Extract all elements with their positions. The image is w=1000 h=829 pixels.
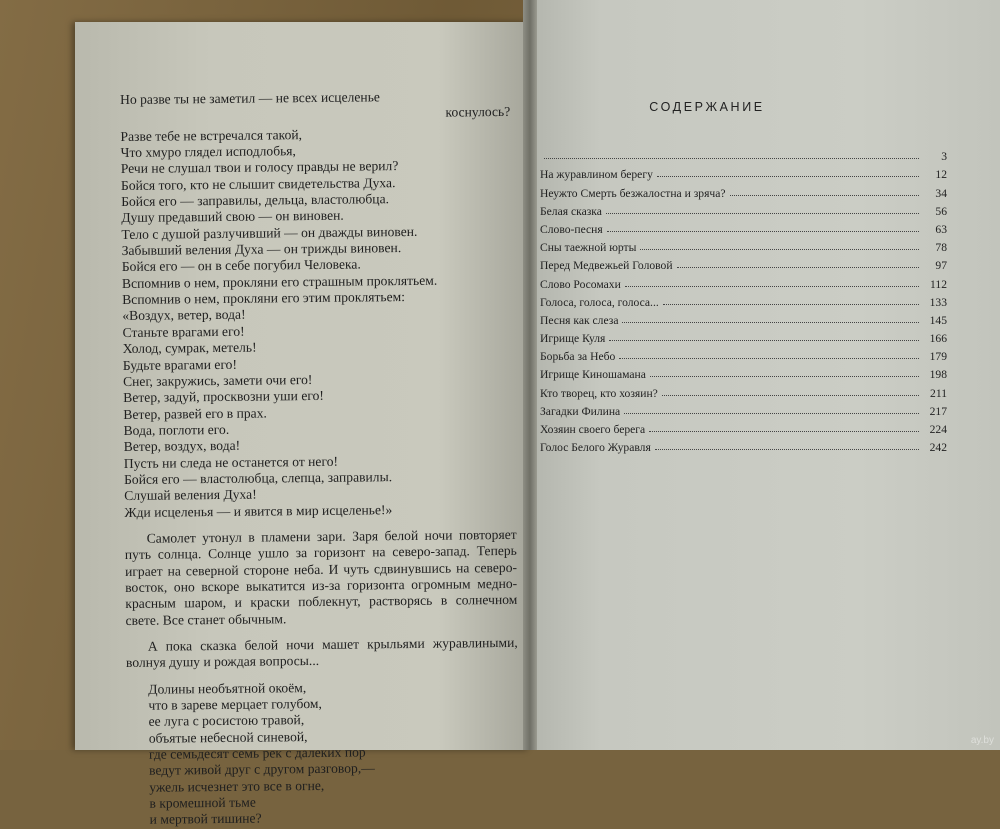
toc-entry-title: Перед Медвежьей Головой: [540, 259, 673, 273]
toc-entry: [540, 363, 947, 381]
toc-leader-dots: [655, 448, 919, 450]
verse-line: Тело с душой разлучивший — он дважды виновен.: [121, 223, 418, 242]
toc-entry-page: 198: [929, 368, 947, 382]
toc-entry-page: 211: [930, 386, 947, 400]
verse-line: Но разве ты не заметил — не всех исцеленье: [120, 89, 380, 107]
verse-line: Ветер, развей его в прах.: [123, 405, 267, 422]
toc-entry-title: Неужто Смерть безжалостна и зряча?: [540, 186, 726, 200]
toc-leader-dots: [622, 321, 919, 323]
toc-leader-dots: [663, 303, 919, 305]
toc-leader-dots: [624, 412, 919, 414]
toc-entry: [540, 236, 947, 254]
toc-entry-title: Слово Росомахи: [540, 277, 621, 291]
verse-line: Бойся его — он в себе погубил Человека.: [121, 256, 361, 275]
prose-paragraph-1: Самолет утонул в пламени зари. Заря белой ночи повторяет путь солнца. Солнце ушло за горизонт на северо-запад. Теперь играет на северной стороне неба. И чуть сдвинувшись на северо-восток, оно вскоре выкатится из-за горизонта огромным медно-красным шаром, и краски поблекнут, растворясь в солнечном свете. Все станет обычным.: [124, 526, 518, 628]
toc-entry: [540, 181, 947, 199]
verse-line: Душу предавший свою — он виновен.: [121, 208, 344, 226]
toc-entry: [540, 327, 947, 345]
toc-entry: [540, 291, 947, 309]
verse-line: Пусть ни следа не останется от него!: [123, 453, 339, 471]
verse-line: Ветер, воздух, вода!: [123, 437, 241, 455]
toc-leader-dots: [650, 375, 919, 377]
verse-line: Вода, поглоти его.: [123, 421, 230, 438]
toc-entry-page: 217: [929, 404, 947, 418]
toc-leader-dots: [657, 175, 919, 177]
verse-line: Снег, закружись, замети очи его!: [122, 371, 313, 389]
toc-entry-title: Хозяин своего берега: [540, 423, 646, 436]
toc-entry-title: Загадки Филина: [540, 404, 621, 418]
verse-line: Речи не слушал твои и голосу правды не верил?: [120, 158, 399, 177]
verse-line: «Воздух, ветер, вода!: [122, 307, 246, 324]
toc-entry: [540, 400, 947, 418]
verse-line: что в зареве мерцает голубом,: [148, 695, 322, 713]
left-page: [75, 22, 530, 828]
toc-entry: [540, 145, 947, 163]
verse-line: ведут живой друг с другом разговор,—: [149, 760, 375, 779]
toc-entry-page: 145: [929, 313, 947, 327]
verse-line: Холод, сумрак, метель!: [122, 339, 257, 357]
toc-entry: [540, 345, 947, 363]
toc-leader-dots: [625, 285, 919, 287]
toc-entry-title: Слово-песня: [540, 222, 603, 236]
verse-line: Разве тебе не встречался такой,: [120, 126, 303, 144]
toc-entry-page: 224: [929, 423, 947, 436]
verse-line: в кромешной тьме: [149, 794, 256, 811]
verse-line: Жди исцеленья — и явится в мир исцеленье!»: [124, 501, 393, 520]
toc-entry-page: 78: [935, 241, 947, 255]
verse-line: где семьдесят семь рек с далеких пор: [148, 744, 366, 762]
verse-line: ее луга с росистою травой,: [148, 712, 305, 730]
toc-entry: [540, 272, 947, 290]
verse-line: Что хмуро глядел исподлобья,: [120, 143, 296, 161]
verse-line: Бойся его — заправилы, дельца, властолюбца.: [121, 191, 390, 210]
toc-entry-title: Белая сказка: [540, 204, 602, 218]
prose-paragraph-2: А пока сказка белой ночи машет крыльями журавлиными, волнуя душу и рождая вопросы...: [125, 634, 518, 671]
toc-entry-page: 112: [930, 277, 947, 291]
toc-entry-page: 56: [935, 204, 947, 218]
toc-entry: [540, 418, 947, 436]
toc-entry-page: 166: [929, 332, 947, 346]
toc-entry-title: Борьба за Небо: [540, 350, 616, 364]
toc-leader-dots: [609, 339, 919, 341]
verse-line: Бойся того, кто не слышит свидетельства Духа.: [120, 174, 396, 193]
verse-line: Ветер, задуй, просквозни уши его!: [123, 388, 324, 406]
toc-leader-dots: [606, 212, 919, 214]
verse-line: Забывший веления Духа — он трижды виновен.: [121, 240, 402, 259]
toc-entry-page: 3: [941, 150, 947, 164]
verse-line: ужель исчезнет это все в огне,: [149, 777, 325, 795]
toc-entry-page: 97: [935, 259, 947, 273]
toc-entry-title: Голос Белого Журавля: [540, 441, 651, 455]
verse-line: Слушай веления Духа!: [124, 486, 257, 504]
verse-line: Бойся его — властолюбца, слепца, заправилы.: [123, 469, 393, 487]
toc-entry: [540, 163, 947, 181]
toc-entry: [540, 254, 947, 272]
verse-line: Вспомнив о нем, прокляни его этим проклятьем:: [122, 289, 406, 308]
watermark: ay.by: [970, 735, 994, 746]
toc-entry: [540, 200, 947, 218]
toc-entry-title: На журавлином берегу: [540, 168, 653, 182]
left-page-text: [120, 88, 520, 829]
toc-leader-dots: [649, 430, 919, 432]
toc-leader-dots: [662, 394, 919, 396]
toc-heading: СОДЕРЖАНИЕ: [649, 100, 765, 114]
verse-line: коснулось?: [445, 104, 511, 120]
verse-line: Станьте врагами его!: [122, 323, 245, 340]
toc-entry-title: Игрище Киношамана: [540, 368, 646, 382]
toc-entry-title: Песня как слеза: [540, 313, 619, 327]
verse-line: Будьте врагами его!: [122, 356, 238, 373]
verse-line: объятые небесной синевой,: [148, 728, 308, 746]
toc-entry-title: Игрище Куля: [540, 332, 606, 346]
verse-block-1: [120, 88, 516, 521]
toc-leader-dots: [677, 266, 919, 268]
toc-entry: [540, 436, 947, 454]
toc-leader-dots: [619, 357, 919, 359]
toc-entry-page: 12: [935, 168, 947, 182]
toc-entry-title: Кто творец, кто хозяин?: [540, 386, 658, 400]
toc-entry: [540, 218, 947, 236]
toc-entry: [540, 309, 947, 327]
toc-entry-page: 34: [935, 186, 947, 200]
verse-line: и мертвой тишине?: [149, 810, 262, 828]
verse-block-2: [126, 678, 520, 829]
toc-leader-dots: [607, 230, 919, 232]
verse-line: Вспомнив о нем, прокляни его страшным проклятьем.: [121, 272, 438, 291]
toc-entry-title: Сны таежной юрты: [540, 241, 637, 255]
toc-entry-page: 179: [929, 350, 947, 364]
toc-entry-page: 133: [929, 295, 947, 309]
toc-leader-dots: [730, 194, 919, 196]
toc-entry-page: 63: [935, 222, 947, 236]
toc-leader-dots: [640, 248, 919, 250]
toc-entry-title: Голоса, голоса, голоса...: [540, 295, 659, 309]
toc-entry-page: 242: [929, 441, 947, 455]
toc-leader-dots: [544, 157, 919, 159]
toc-entry: [540, 381, 947, 399]
verse-line: Долины необъятной окоём,: [148, 679, 307, 697]
book-gutter: [523, 0, 537, 750]
table-of-contents: [540, 145, 947, 454]
